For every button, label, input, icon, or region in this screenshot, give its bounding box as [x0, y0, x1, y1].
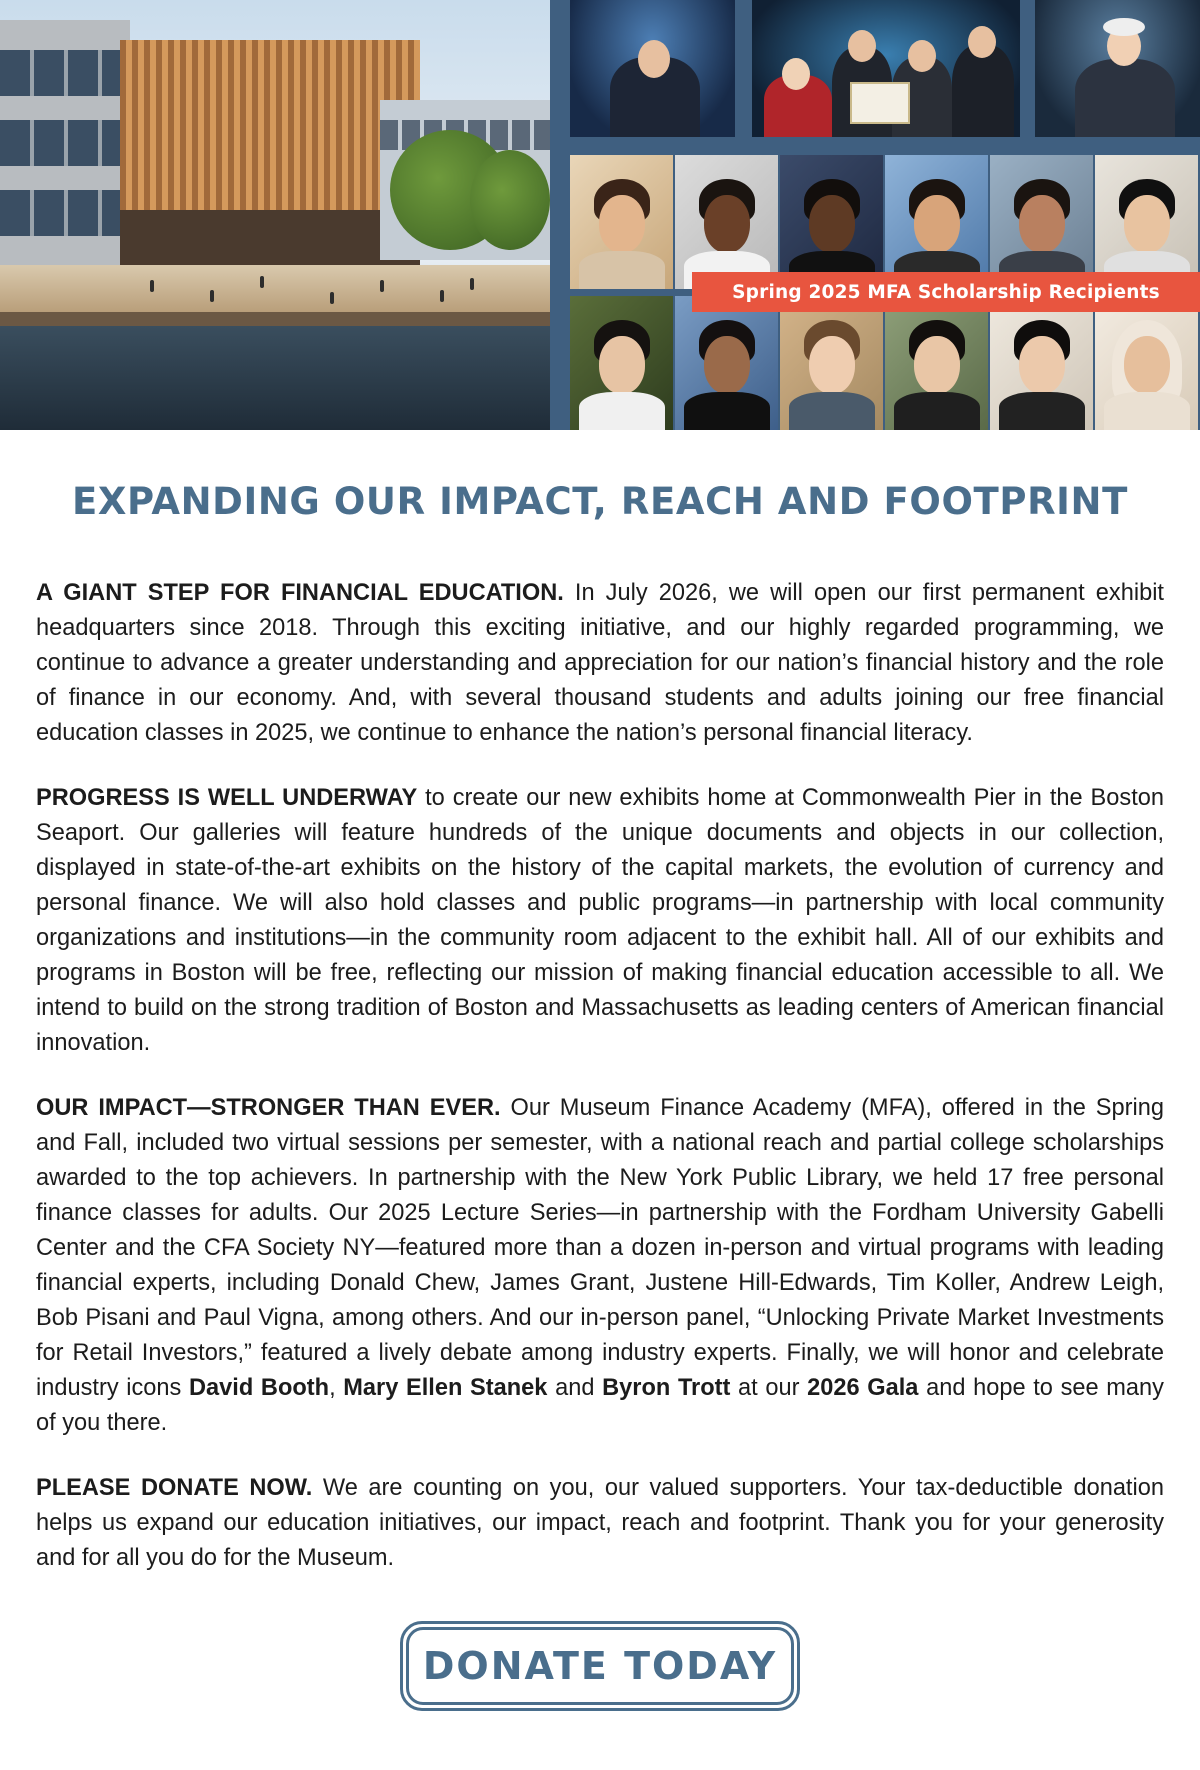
pier-edge — [0, 312, 550, 326]
paragraph-text: and hope to see many of you there. — [36, 1375, 1164, 1436]
paragraph-text: to create our new exhibits home at Commonwealth Pier in the Boston Seaport. Our galleries will feature hundreds of the unique documents and objects in our collection, displayed in state-of-the-art exhibits on the history of the capital markets, the evolution of currency and personal finance. We will also hold classes and public programs—in partnership with local community organizations and institutions—in the community room adjacent to the exhibit hall. All of our exhibits and programs in Boston will be free, reflecting our mission of making financial education accessible to all. We intend to build on the strong tradition of Boston and Massachusetts as leading centers of American financial innovation. — [36, 785, 1164, 1056]
paragraph-impact — [36, 1091, 1164, 1441]
pier-plaza — [0, 265, 550, 315]
paragraph-lead: PLEASE DONATE NOW. — [36, 1475, 313, 1501]
gala-event-name: 2026 Gala — [807, 1375, 919, 1401]
student-photo — [885, 155, 988, 289]
student-photo — [1095, 296, 1198, 430]
paragraph-lead: A GIANT STEP FOR FINANCIAL EDUCATION. — [36, 580, 564, 606]
honoree-name: David Booth — [189, 1375, 330, 1401]
paragraph-text: and — [547, 1375, 603, 1401]
paragraph-lead: PROGRESS IS WELL UNDERWAY — [36, 785, 418, 811]
commonwealth-pier-rendering-image — [0, 0, 550, 430]
student-photo — [780, 155, 883, 289]
student-photo — [675, 296, 778, 430]
student-photo — [570, 296, 673, 430]
page-title: EXPANDING OUR IMPACT, REACH AND FOOTPRINT — [72, 480, 1128, 523]
paragraph-financial-education — [36, 576, 1164, 751]
gala-award-photo — [752, 0, 1020, 137]
student-photo — [990, 296, 1093, 430]
paragraph-text: In July 2026, we will open our first permanent exhibit headquarters since 2018. Through this exciting initiative, and our highly regarded programming, we continue to advance a greater understanding and appreciation for our nation’s financial history and the role of finance in our economy. And, with several thousand students and adults joining our free financial education classes in 2025, we continue to enhance the nation’s personal financial literacy. — [36, 580, 1164, 746]
honoree-name: Mary Ellen Stanek — [343, 1375, 548, 1401]
paragraph-text: We are counting on you, our valued supporters. Your tax-deductible donation helps us expand our education initiatives, our impact, reach and footprint. Thank you for your generosity and for all you do for the Museum. — [36, 1475, 1164, 1571]
paragraph-text: Our Museum Finance Academy (MFA), offered in the Spring and Fall, included two virtual sessions per semester, with a national reach and partial college scholarships awarded to the top achievers. In partnership with the New York Public Library, we held 17 free personal finance classes for adults. Our 2025 Lecture Series—in partnership with the Fordham University Gabelli Center and the CFA Society NY—featured more than a dozen in-person and virtual programs with leading financial experts, including Donald Chew, James Grant, Justene Hill-Edwards, Tim Koller, Andrew Leigh, Bob Pisani and Paul Vigna, among others. And our in-person panel, “Unlocking Private Market Investments for Retail Investors,” featured a lively debate among industry experts. Finally, we will honor and celebrate industry icons — [36, 1095, 1164, 1401]
paragraph-progress — [36, 781, 1164, 1061]
student-photo — [675, 155, 778, 289]
appeal-letter-body — [36, 576, 1164, 1606]
tree — [470, 150, 550, 250]
paragraph-lead: OUR IMPACT—STRONGER THAN EVER. — [36, 1095, 501, 1121]
student-photo — [1095, 155, 1198, 289]
award-certificate — [850, 82, 910, 124]
gala-speaker-photo — [570, 0, 735, 137]
scholarship-recipients-banner: Spring 2025 MFA Scholarship Recipients — [692, 272, 1200, 312]
donate-today-button[interactable]: DONATE TODAY — [406, 1627, 794, 1705]
paragraph-donate — [36, 1471, 1164, 1576]
student-photo — [570, 155, 673, 289]
student-photo — [885, 296, 988, 430]
building-left-wing — [0, 20, 130, 280]
student-photo — [990, 155, 1093, 289]
student-photo — [780, 296, 883, 430]
paragraph-text: at our — [730, 1375, 808, 1401]
gala-speaker-photo — [1035, 0, 1200, 137]
hero-collage — [0, 0, 1200, 430]
building-wood-facade — [120, 40, 420, 280]
donate-button-frame — [400, 1621, 800, 1711]
harbor-water — [0, 326, 550, 430]
honoree-name: Byron Trott — [602, 1375, 731, 1401]
paragraph-text: , — [329, 1375, 344, 1401]
